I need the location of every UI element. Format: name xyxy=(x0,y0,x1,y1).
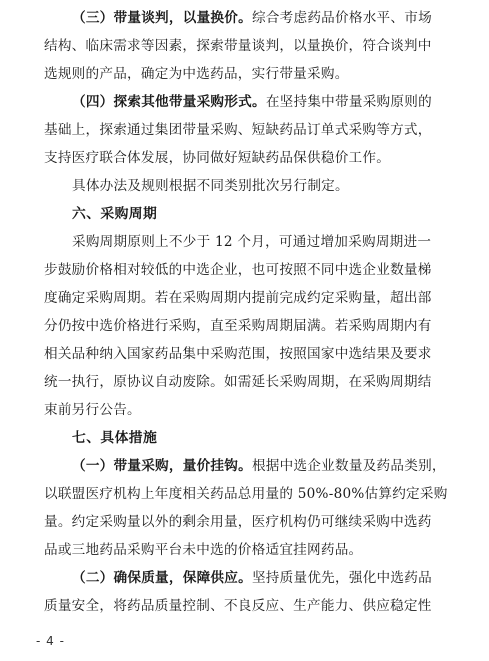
bold-lead: （一）带量采购，量价挂钩。 xyxy=(72,458,252,474)
bold-lead: （三）带量谈判，以量换价。 xyxy=(72,10,252,26)
section-heading: 七、具体措施 xyxy=(72,430,158,446)
text-span: 坚持质量优先，强化中选药品 xyxy=(251,570,432,586)
text-span: 在坚持集中带量采购原则的 xyxy=(265,94,432,110)
text-line: 质量安全，将药品质量控制、不良反应、生产能力、供应稳定性 xyxy=(44,598,432,614)
text-line xyxy=(72,569,454,587)
text-line: 选规则的产品，确定为中选药品，实行带量采购。 xyxy=(44,66,349,82)
text-span: 综合考虑药品价格水平、市场 xyxy=(251,10,432,26)
text-line: 以联盟医疗机构上年度相关药品总用量的 50%-80%估算约定采购 xyxy=(44,486,448,502)
bold-lead: （四）探索其他带量采购形式。 xyxy=(72,94,266,110)
text-line: 结构、临床需求等因素，探索带量谈判，以量换价，符合谈判中 xyxy=(44,38,432,54)
text-line: 分仍按中选价格进行采购，直至采购周期届满。若采购周期内有 xyxy=(44,318,432,334)
section-heading: 六、采购周期 xyxy=(72,206,158,222)
text-line xyxy=(72,93,454,111)
text-line: 相关品种纳入国家药品集中采购范围，按照国家中选结果及要求 xyxy=(44,346,432,362)
page-number: - 4 - xyxy=(36,634,65,648)
text-line: 支持医疗联合体发展，协同做好短缺药品保供稳价工作。 xyxy=(44,150,391,166)
text-line: 量。约定采购量以外的剩余用量，医疗机构仍可继续采购中选药 xyxy=(44,514,432,530)
text-line: 步鼓励价格相对较低的中选企业，也可按照不同中选企业数量梯 xyxy=(44,262,432,278)
text-span: 根据中选企业数量及药品类别， xyxy=(251,458,446,474)
text-line: 统一执行，原协议自动废除。如需延长采购周期，在采购周期结 xyxy=(44,374,432,390)
text-line xyxy=(72,9,454,27)
bold-lead: （二）确保质量，保障供应。 xyxy=(72,570,252,586)
text-line xyxy=(72,457,454,475)
text-line: 束前另行公告。 xyxy=(44,402,141,418)
text-line: 采购周期原则上不少于 12 个月，可通过增加采购周期进一 xyxy=(72,234,432,250)
text-line: 具体办法及规则根据不同类别批次另行制定。 xyxy=(72,178,349,194)
text-line: 品或三地药品采购平台未中选的价格适宜挂网药品。 xyxy=(44,542,363,558)
text-line: 基础上，探索通过集团带量采购、短缺药品订单式采购等方式， xyxy=(44,122,432,138)
text-line: 度确定采购周期。若在采购周期内提前完成约定采购量，超出部 xyxy=(44,290,432,306)
